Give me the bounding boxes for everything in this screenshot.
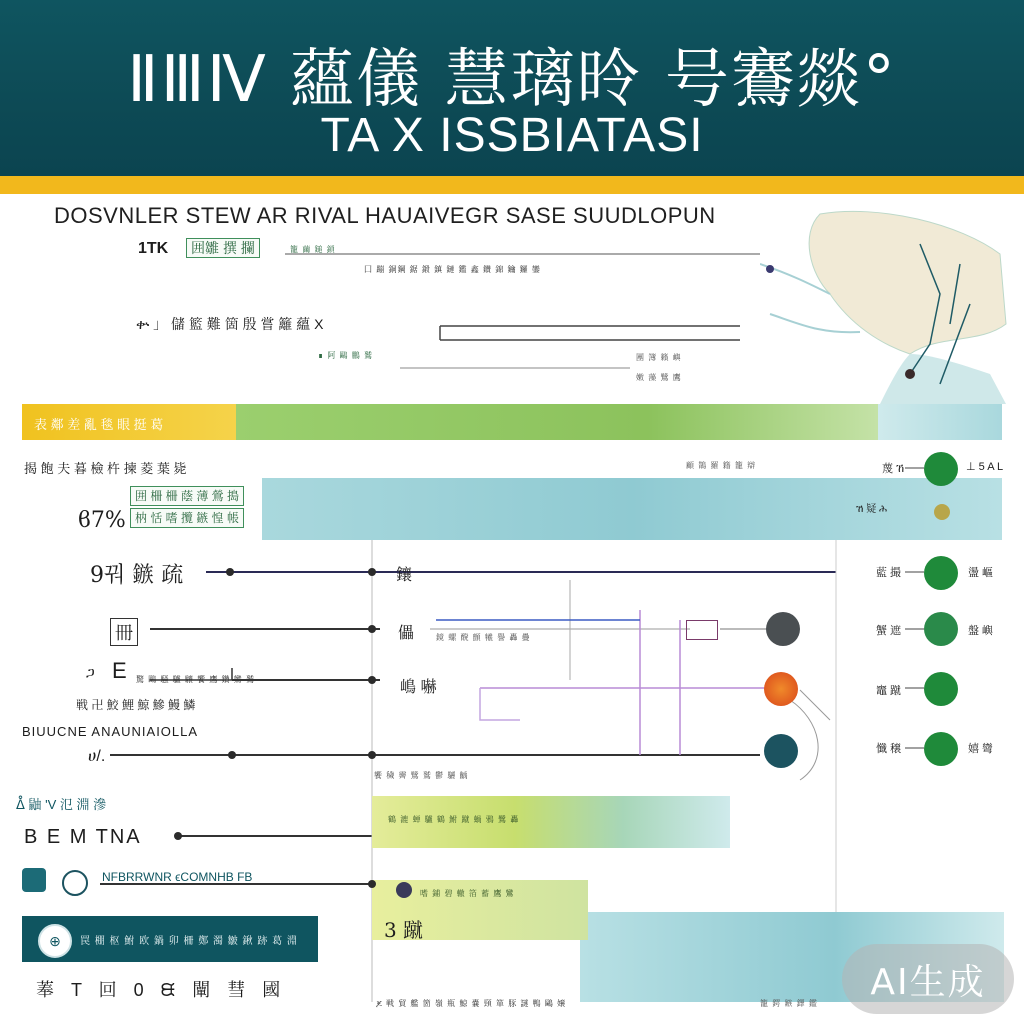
connector-dot <box>368 625 376 633</box>
connector-dot <box>226 568 234 576</box>
icon-box-a: 冊 <box>110 618 138 646</box>
teal-banner-top <box>878 404 1002 440</box>
right-label-3: 蟹 遮 <box>876 625 902 637</box>
connector-dot <box>368 751 376 759</box>
globe-icon: ⊕ <box>38 924 72 958</box>
connector-dot <box>368 880 376 888</box>
mid-tiny-3: 饗 穢 霽 鷺 鷲 鬱 驪 齲 <box>374 771 469 780</box>
row2-tiny-b: 團 簿 籟 嶼 <box>636 353 682 362</box>
mid-label-1: 儡 <box>398 625 415 642</box>
connector-dot <box>368 568 376 576</box>
glyph-a: ጋ <box>86 664 95 680</box>
main-title: ⅡⅢⅣ 蘊儀 慧璃昤 号鶱燚° <box>127 43 897 117</box>
mid-tiny-0: 顧 鵲 羅 籍 籠 辯 <box>686 461 757 470</box>
mid-tiny-2: 驚 鷗 騒 驢 驤 饗 鷹 鑽 鸞 鷲 <box>136 675 256 684</box>
footer-tiny: ጆ 戦 貿 艦 箇 嶺 瓶 鯨 嚢 頸 箪 豚 謎 鴨 鷗 嬢 <box>376 999 567 1008</box>
row-big-label: 9꿔 鏃 疏 <box>90 563 184 588</box>
row1-tiny-right: 囗 蹦 銅鋼 鋸 鍛 鎮 鏈 鑑 鑫 鑽 錦 鑰 鑼 鑾 <box>364 265 541 274</box>
mid-label-2: 嶋 嚇 <box>400 679 437 696</box>
wave-icon <box>22 868 46 892</box>
row2-tiny-a: ∎ 阿 鷗 鵬 鷲 <box>318 351 373 360</box>
node-circle-orange <box>764 672 798 706</box>
row1-label: 1TK <box>138 240 169 257</box>
lime2-text: 嗜 鋪 碧 轍 箔 蓄 鷹 鸞 <box>420 889 515 898</box>
small-node <box>934 504 950 520</box>
node-dot <box>396 882 412 898</box>
row-label-a: 戦 卍 鮫 鯉 鯨 鰺 鰻 鱗 <box>76 698 196 712</box>
label-d: NFBRRWNR ϵCOMNHB FB <box>102 870 253 884</box>
right-suffix-0: ⊥ 5 A L <box>966 461 1004 473</box>
connector-dot <box>368 676 376 684</box>
green-box-b: 枘 恬 嗜 攬 鏃 惶 帳 <box>130 508 244 528</box>
info-banner-text: 罠 棚 枢 鮒 欧 鍋 卯 柵 鄭 濁 皺 鍬 跡 葛 淵 <box>80 936 298 947</box>
teal-band <box>262 478 1002 540</box>
footer-tiny-right: 籠 鍔 鏃 鐸 鑑 <box>760 999 818 1008</box>
status-circle <box>924 452 958 486</box>
mid-tiny-1: 鏡 螺 醗 顫 犧 譽 轟 疊 <box>436 633 531 642</box>
right-suffix-3: 嬉 彎 <box>968 743 994 755</box>
watermark-badge: AI生成 <box>842 944 1014 1014</box>
right-label-0: 蔑 ኸ <box>882 463 905 475</box>
mid-label-0: 鑲 <box>396 567 413 584</box>
row1-box: 囲雛 撰 攔 <box>186 238 260 258</box>
node-circle-navy <box>764 734 798 768</box>
section-heading: DOSVNLER STEW AR RIVAL HAUAIVEGR SASE SUUDLOPUN <box>54 203 716 228</box>
row2-tiny-c: 嫩 藻 鷺 鷹 <box>636 373 682 382</box>
connector-dot <box>174 832 182 840</box>
connector-dot <box>228 751 236 759</box>
mid-label-3: 3 蹴 <box>384 918 424 942</box>
letter-e: E <box>112 658 127 683</box>
percent-value: ϐ7% <box>78 508 126 533</box>
section-label-c: ᐂ 鼬 'V 氾 淵 滲 <box>16 797 107 812</box>
section-label-d: B E M TNA <box>24 826 142 848</box>
right-label-2: 藍 撮 <box>876 567 902 579</box>
right-suffix-1: 盪 嶇 <box>968 567 994 579</box>
small-box <box>686 620 718 640</box>
row2-label: ቍ 」 儲 籃 難 箇 殷 嘗 籬 蘊 X <box>136 316 324 332</box>
percent-b: ሀ/. <box>88 748 106 765</box>
status-circle <box>924 732 958 766</box>
row1-tiny-left: 籠 繭 鎚 鎖 <box>290 245 336 254</box>
green-banner <box>236 404 922 440</box>
right-label-4: 竈 蹴 <box>876 685 902 697</box>
yellow-banner-text: 表 鄰 差 亂 毯 眼 挺 葛 <box>34 417 164 432</box>
node-circle-gray <box>766 612 800 646</box>
status-circle <box>924 612 958 646</box>
circle-icon <box>62 870 88 896</box>
green-box-a: 囲 柵 柵 蔭 薄 鶯 搗 <box>130 486 244 506</box>
right-suffix-2: 盤 嶼 <box>968 625 994 637</box>
right-label-5: 懺 穣 <box>876 743 902 755</box>
right-label-1: ኸ 疑 ሕ <box>856 504 888 515</box>
subtitle: TA X ISSBIATASI <box>320 109 704 162</box>
footer-label: 菶 T 回 0 ᙙ 闡 彗 國 <box>36 980 287 1000</box>
status-circle <box>924 556 958 590</box>
section-label-b: BIUUCNE ANAUNIAIOLLA <box>22 724 199 739</box>
lime-text: 鶴 漉 蝉 驢 鶴 鮒 蹴 蝸 鴉 鷺 轟 <box>388 815 520 824</box>
status-circle <box>924 672 958 706</box>
section-label-a: 揭 飽 夫 暮 檢 杵 揀 菱 葉 毙 <box>24 461 187 476</box>
